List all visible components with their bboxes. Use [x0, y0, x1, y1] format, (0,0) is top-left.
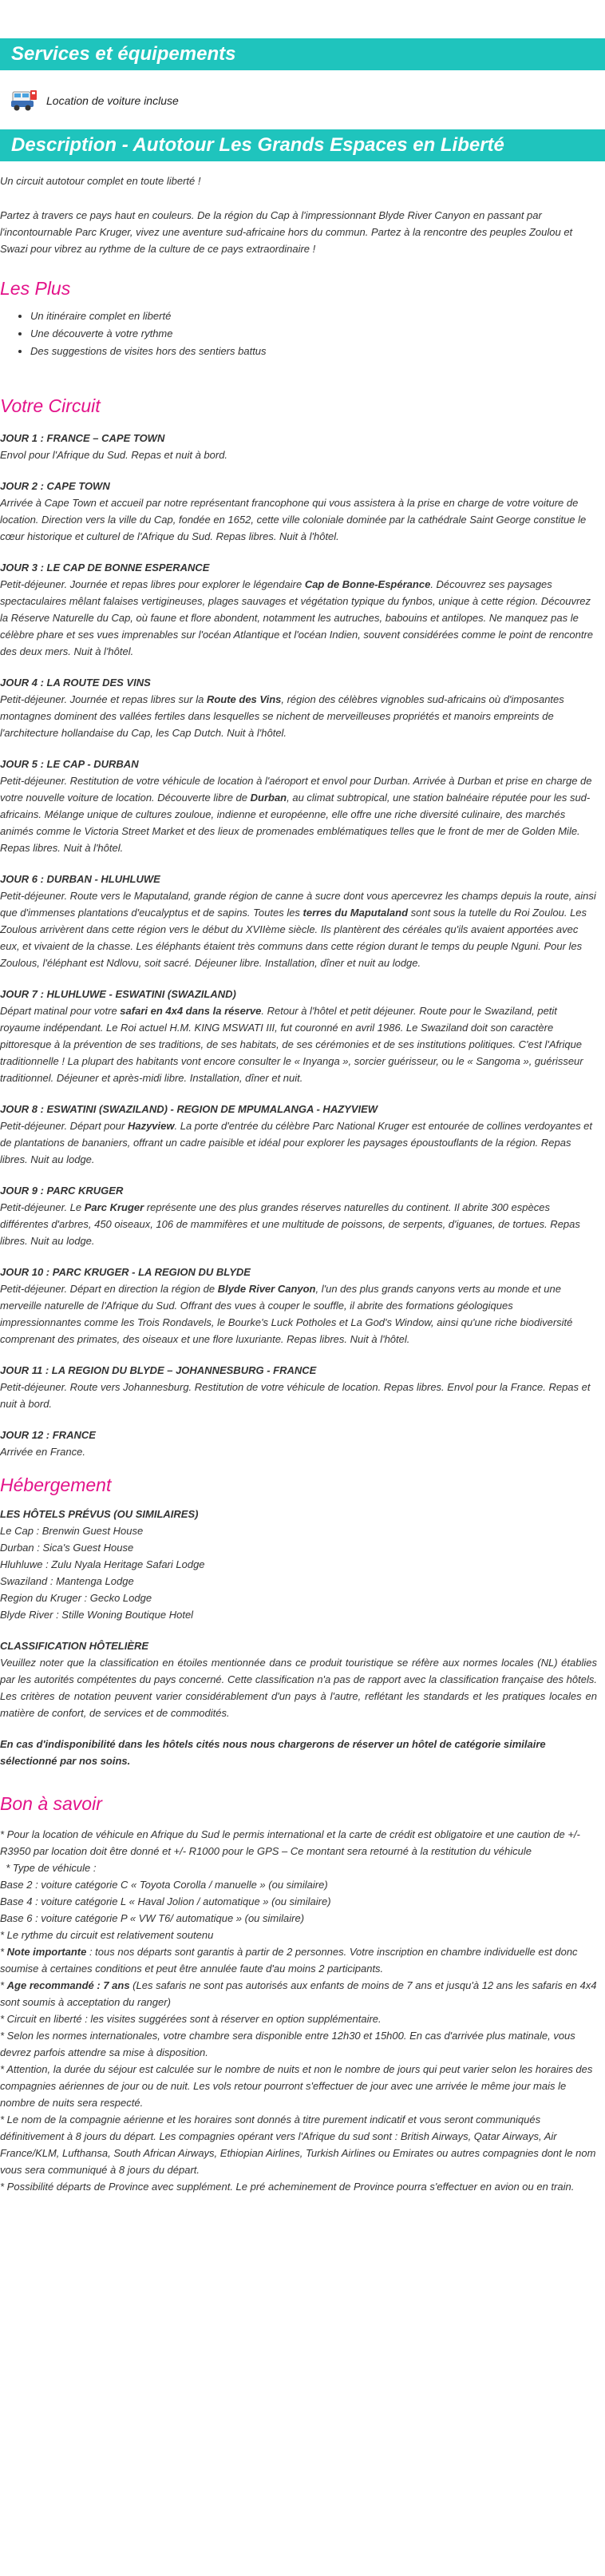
day-block	[0, 1362, 597, 1412]
intro-line: Un circuit autotour complet en toute liberté !	[0, 175, 201, 187]
day-title: JOUR 5 : LE CAP - DURBAN	[0, 758, 139, 770]
plus-item: • Un itinéraire complet en liberté	[30, 308, 597, 325]
day-text	[0, 576, 597, 660]
info-line: * Le nom de la compagnie aérienne et les horaires sont donnés à titre purement indicatif et vous seront communiqués définitivement à 8 jours du départ. Les compagnies opérant vers l'Afrique du sud sont : British Airways, Qatar Airways, Air France/KLM, Lufthansa, South African Airways, Ethiopian Airlines, Turkish Airlines ou Emirates ou autres compagnies dont le nom vous sera communiqué à 8 jours du départ.	[0, 2114, 596, 2176]
hotel-line: Hluhluwe : Zulu Nyala Heritage Safari Lodge	[0, 1558, 205, 1570]
service-item	[0, 86, 605, 115]
day-text-part: , au climat subtropical, une station balnéaire réputée pour les sud-africains. Mélange unique de cultures zouloue, indienne et européenne, elle offre une riche diversité culinaire, des marchés animés comme le Victoria Street Market et des lieux de promenades emblématiques telles que le front de mer de Golden Mile. Repas libres. Nuit à l'hôtel.	[0, 792, 591, 854]
day-text-part: Petit-déjeuner. Le	[0, 1201, 85, 1213]
car-rental-icon	[11, 89, 38, 113]
info-line: Base 2 : voiture catégorie C « Toyota Corolla / manuelle » (ou similaire)	[0, 1879, 328, 1891]
hotel-line: Le Cap : Brenwin Guest House	[0, 1525, 144, 1537]
day-title: JOUR 8 : ESWATINI (SWAZILAND) - REGION DE MPUMALANGA - HAZYVIEW	[0, 1103, 378, 1115]
info-part: *	[0, 1946, 7, 1958]
hebergement-title: Hébergement	[0, 1475, 112, 1495]
day-text	[0, 691, 597, 741]
info-line: * Circuit en liberté : les visites suggérées sont à réserver en option supplémentaire.	[0, 2013, 382, 2025]
plus-item: • Une découverte à votre rythme	[30, 325, 597, 343]
day-title: JOUR 7 : HLUHLUWE - ESWATINI (SWAZILAND)	[0, 988, 236, 1000]
info-highlight: Age recommandé : 7 ans	[6, 1979, 130, 1991]
indispo-note: En cas d'indisponibilité dans les hôtels cités nous nous chargerons de réserver un hôtel de catégorie similaire sélectionné par nos soins.	[0, 1738, 546, 1767]
info-line: * Pour la location de véhicule en Afrique du Sud le permis international et la carte de crédit est obligatoire et une caution de +/- R3950 par location doit être donné et +/- R1000 pour le GPS – Ce montant sera retourné à la restitution du véhicule	[0, 1828, 580, 1857]
day-text	[0, 1117, 597, 1168]
day-text-part: . Découvrez ses paysages spectaculaires mêlant falaises vertigineuses, plages sauvages et végétation typique du fynbos, unique à cette région. Découvrez la Réserve Naturelle du Cap, où faune et flore abondent, notamment les autruches, babouins et antilopes. Ne manquez pas le célèbre phare et ses vues imprenables sur l'océan Atlantique et l'océan Indien, souvent considérées comme le point de rencontre des deux mers. Nuit à l'hôtel.	[0, 578, 594, 657]
day-title: JOUR 4 : LA ROUTE DES VINS	[0, 677, 151, 689]
info-part: *	[0, 1979, 7, 1991]
info-line: Base 4 : voiture catégorie L « Haval Jolion / automatique » (ou similaire)	[0, 1895, 331, 1907]
main-content	[0, 161, 605, 2195]
day-text-part: Départ matinal pour votre	[0, 1005, 121, 1017]
classification-title: CLASSIFICATION HÔTELIÈRE	[0, 1640, 149, 1652]
info-line: * Possibilité départs de Province avec supplément. Le pré acheminement de Province pourra s'effectuer en avion ou en train.	[0, 2181, 575, 2193]
info-line: * Selon les normes internationales, votre chambre sera disponible entre 12h30 et 15h00. En cas d'arrivée plus matinale, vous devrez parfois attendre sa mise à disposition.	[0, 2030, 575, 2058]
day-text: Arrivée à Cape Town et accueil par notre représentant francophone qui vous assistera à la prise en charge de votre voiture de location. Direction vers la ville du Cap, fondée en 1652, cette ville coloniale dominée par la cathédrale Saint George constitue le cœur historique et culturel de l'Afrique du Sud. Repas libres. Nuit à l'hôtel.	[0, 497, 587, 542]
day-block	[0, 871, 597, 971]
day-block	[0, 1427, 597, 1460]
day-highlight: Durban	[250, 792, 287, 804]
day-text-part: . La porte d'entrée du célèbre Parc National Kruger est entourée de collines verdoyantes et de plantations de bananiers, offrant un cadre paisible et idéal pour explorer les paysages époustouflants de la région. Repas libres. Nuit au lodge.	[0, 1120, 593, 1165]
hotel-line: Durban : Sica's Guest House	[0, 1542, 134, 1554]
plus-list	[0, 308, 597, 360]
day-text-part: Petit-déjeuner. Route vers le Maputaland, grande région de canne à sucre dont vous apercevrez les champs depuis la route, ainsi que d'immenses plantations d'eucalyptus et de sapins. Toutes les	[0, 890, 596, 919]
day-highlight: Blyde River Canyon	[217, 1283, 316, 1295]
day-text	[0, 772, 597, 856]
service-label: Location de voiture incluse	[46, 94, 179, 107]
day-title: JOUR 6 : DURBAN - HLUHLUWE	[0, 873, 160, 885]
info-line: * Type de véhicule :	[0, 1862, 97, 1874]
day-block	[0, 478, 597, 545]
day-block	[0, 756, 597, 856]
day-text-part: Petit-déjeuner. Journée et repas libres pour explorer le légendaire	[0, 578, 305, 590]
day-text: Arrivée en France.	[0, 1446, 85, 1458]
day-title: JOUR 11 : LA REGION DU BLYDE – JOHANNESBURG - FRANCE	[0, 1364, 317, 1376]
day-text-part: , l'un des plus grands canyons verts au monde et une merveille naturelle de l'Afrique du Sud. Offrant des vues à couper le souffle, il abrite des formations géologiques impressionnantes comme les Trois Rondavels, le Bourke's Luck Potholes et La God's Window, ainsi qu'une riche biodiversité comprenant des primates, des oiseaux et une flore luxuriante. Repas libres. Nuit à l'hôtel.	[0, 1283, 573, 1345]
day-title: JOUR 2 : CAPE TOWN	[0, 480, 110, 492]
info-line	[0, 1943, 597, 1977]
classification-text: Veuillez noter que la classification en étoiles mentionnée dans ce produit touristique se réfère aux normes locales (NL) établies par les autorités compétentes du pays concerné. Cette classification n'a pas de rapport avec la classification française des hôtels. Les critères de notation peuvent varier considérablement d'un pays à l'autre, reflétant les standards et les pratiques locales en matière de confort, de services et de commodités.	[0, 1657, 597, 1719]
day-text	[0, 1199, 597, 1249]
day-text	[0, 887, 597, 971]
day-highlight: Route des Vins	[206, 693, 282, 705]
day-text-part: Petit-déjeuner. Journée et repas libres sur la	[0, 693, 207, 705]
day-text-part: . Retour à l'hôtel et petit déjeuner. Route pour le Swaziland, petit royaume indépendant. Le Roi actuel H.M. KING MSWATI III, fut couronné en avril 1986. Le Swaziland doit son caractère pittoresque à la prévention de ses traditions, de ses habitats, de ses cérémonies et de ses institutions politiques. C'est l'Afrique traditionnelle ! La plupart des habitants vont encore consulter le « Inyanga », sorcier guérisseur, ou le « Sangoma », guérisseur traditionnel. Déjeuner et après-midi libre. Installation, dîner et nuit.	[0, 1005, 583, 1084]
hotels-title: LES HÔTELS PRÉVUS (OU SIMILAIRES)	[0, 1508, 199, 1520]
info-line: Base 6 : voiture catégorie P « VW T6/ automatique » (ou similaire)	[0, 1912, 305, 1924]
info-line: * Le rythme du circuit est relativement soutenu	[0, 1929, 214, 1941]
info-highlight: Note importante	[6, 1946, 87, 1958]
day-block	[0, 1182, 597, 1249]
hotel-line: Blyde River : Stille Woning Boutique Hotel	[0, 1609, 194, 1621]
day-title: JOUR 3 : LE CAP DE BONNE ESPERANCE	[0, 562, 210, 574]
day-title: JOUR 12 : FRANCE	[0, 1429, 96, 1441]
day-block	[0, 1264, 597, 1348]
day-title: JOUR 9 : PARC KRUGER	[0, 1185, 124, 1197]
intro-paragraph: Partez à travers ce pays haut en couleurs. De la région du Cap à l'impressionnant Blyde River Canyon en passant par l'incontournable Parc Kruger, vivez une aventure sud-africaine hors du commun. Partez à la rencontre des peuples Zoulou et Swazi pour vibrez au rythme de la culture de ce pays extraordinaire !	[0, 209, 573, 255]
info-line: * Attention, la durée du séjour est calculée sur le nombre de nuits et non le nombre de jours qui peut varier selon les horaires des compagnies aériennes de jour ou de nuit. Les vols retour pourront s'effectuer de jour avec une arrivée le même jour mais le nombre de nuits sera respecté.	[0, 2063, 593, 2109]
day-block	[0, 674, 597, 741]
info-part: (Les safaris ne sont pas autorisés aux enfants de moins de 7 ans et jusqu'à 12 ans les safaris en 4x4 sont soumis à acceptation du ranger)	[0, 1979, 597, 2008]
day-text-part: Petit-déjeuner. Restitution de votre véhicule de location à l'aéroport et envol pour Durban. Arrivée à Durban et prise en charge de votre nouvelle voiture de location. Découverte libre de	[0, 775, 592, 804]
hotel-line: Region du Kruger : Gecko Lodge	[0, 1592, 152, 1604]
day-text-part: Petit-déjeuner. Départ pour	[0, 1120, 128, 1132]
day-text: Envol pour l'Afrique du Sud. Repas et nuit à bord.	[0, 449, 228, 461]
day-block	[0, 430, 597, 463]
day-text	[0, 1002, 597, 1086]
day-block	[0, 986, 597, 1086]
services-header: Services et équipements	[0, 38, 605, 70]
info-line	[0, 1977, 597, 2010]
circuit-title: Votre Circuit	[0, 395, 101, 416]
day-title: JOUR 1 : FRANCE – CAPE TOWN	[0, 432, 165, 444]
info-part: : tous nos départs sont garantis à partir de 2 personnes. Votre inscription en chambre individuelle est donc soumise à certaines conditions et peut être annulée faute d'au moins 2 participants.	[0, 1946, 578, 1975]
hotel-line: Swaziland : Mantenga Lodge	[0, 1575, 134, 1587]
day-text-part: , région des célèbres vignobles sud-africains où d'imposantes montagnes dominent des vallées fertiles dans lesquelles se nichent de merveilleuses propriétés et manoirs empreints de l'architecture hollandaise du Cap, les Cap Dutch. Nuit à l'hôtel.	[0, 693, 564, 739]
day-text: Petit-déjeuner. Route vers Johannesburg. Restitution de votre véhicule de location. Repas libres. Envol pour la France. Repas et nuit à bord.	[0, 1381, 591, 1410]
day-highlight: Cap de Bonne-Espérance	[304, 578, 431, 590]
day-text-part: représente une des plus grandes réserves naturelles du continent. Il abrite 300 espèces différentes d'arbres, 450 oiseaux, 106 de mammifères et une multitude de poissons, de serpents, d'iguanes, de tortues. Repas libres. Nuit au lodge.	[0, 1201, 580, 1247]
day-title: JOUR 10 : PARC KRUGER - LA REGION DU BLYDE	[0, 1266, 251, 1278]
day-text	[0, 1280, 597, 1348]
day-highlight: Parc Kruger	[84, 1201, 144, 1213]
day-highlight: terres du Maputaland	[302, 907, 409, 919]
day-block	[0, 1101, 597, 1168]
day-highlight: safari en 4x4 dans la réserve	[120, 1005, 262, 1017]
day-highlight: Hazyview	[127, 1120, 175, 1132]
day-text-part: Petit-déjeuner. Départ en direction la région de	[0, 1283, 218, 1295]
bon-a-savoir-title: Bon à savoir	[0, 1793, 102, 1814]
plus-item: • Des suggestions de visites hors des sentiers battus	[30, 343, 597, 360]
page	[0, 38, 605, 2195]
day-block	[0, 559, 597, 660]
plus-title: Les Plus	[0, 278, 71, 299]
description-header: Description - Autotour Les Grands Espaces en Liberté	[0, 129, 605, 161]
day-text-part: sont sous la tutelle du Roi Zoulou. Les Zoulous arrivèrent dans cette région vers le début du XVIIème siècle. Ils plantèrent des céréales qu'ils avaient apportées avec eux, et vivaient de la chasse. Les éléphants étaient très communs dans cette région durant le temps du peuple Nguni. Pour les Zoulous, l'éléphant est Ndlovu, soit sacré. Déjeuner libre. Installation, dîner et nuit au lodge.	[0, 907, 587, 969]
